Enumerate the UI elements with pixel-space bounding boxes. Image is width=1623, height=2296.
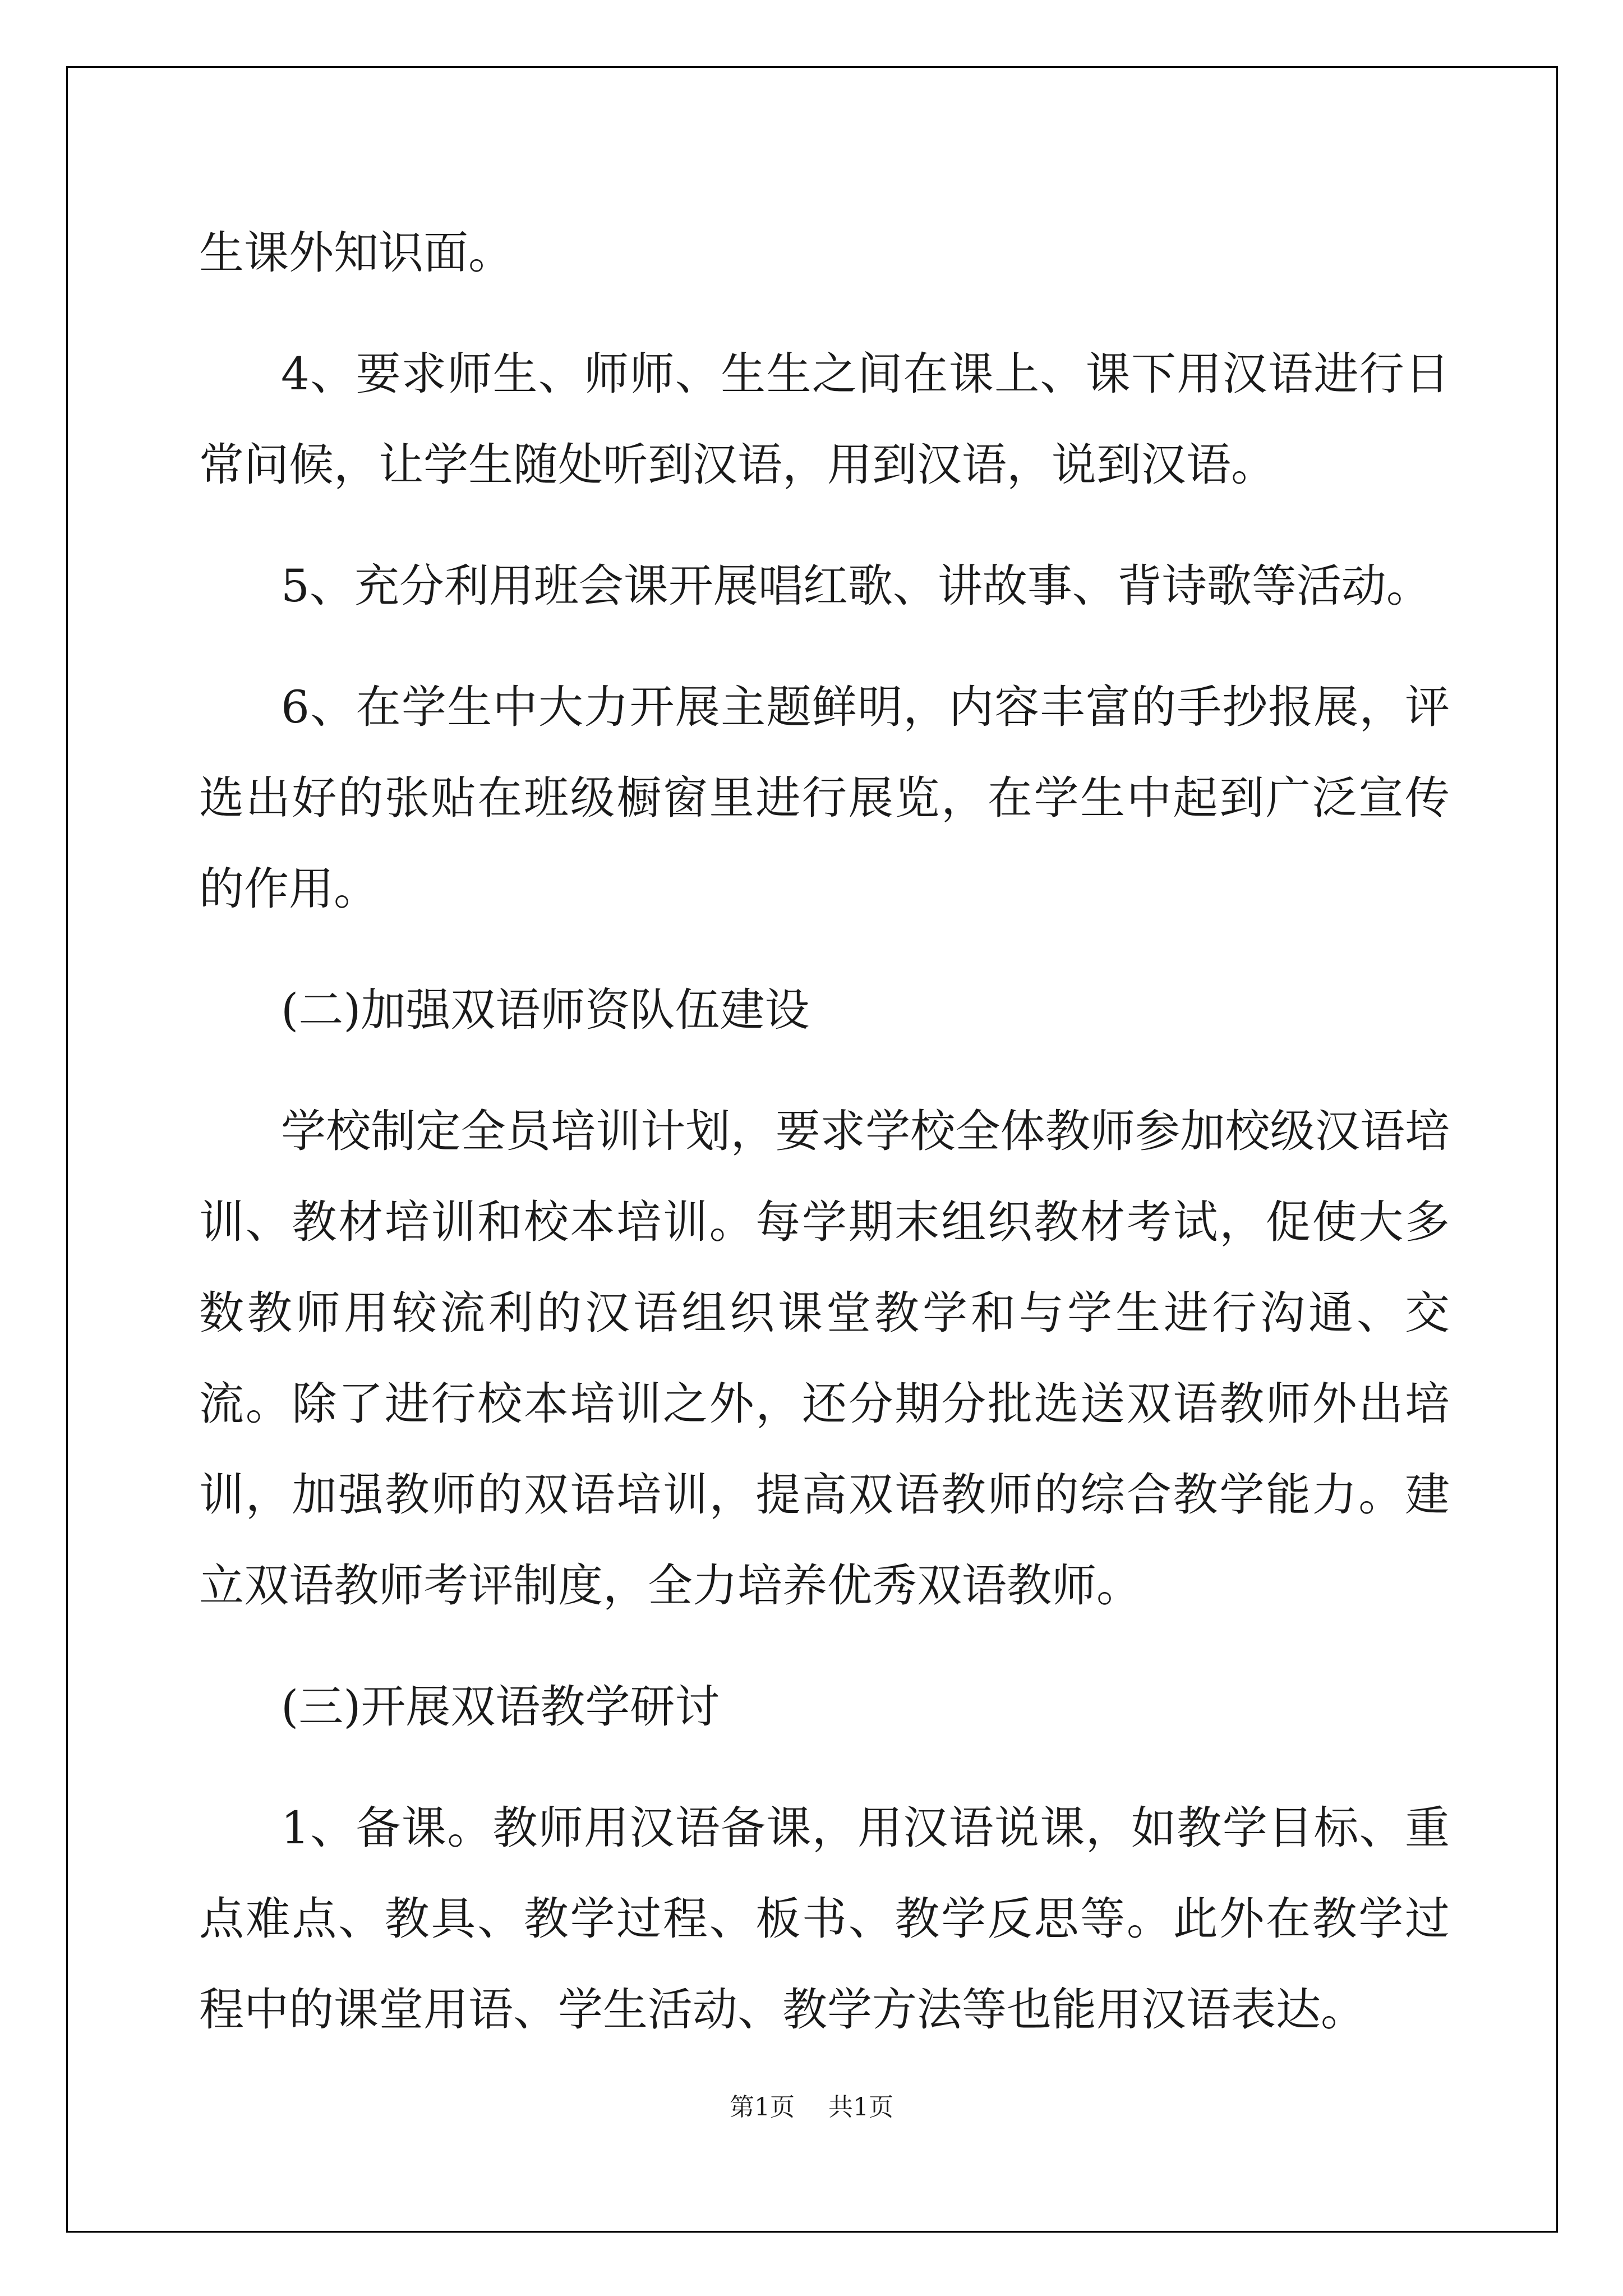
page-footer [0, 2091, 1623, 2124]
paragraph-3: 5、充分利用班会课开展唱红歌、讲故事、背诗歌等活动。 [281, 560, 1431, 612]
paragraph-5: 学校制定全员培训计划，要求学校全体教师参加校级汉语培训、教材培训和校本培训。每学期末组织教材考试，促使大多数教师用较流利的汉语组织课堂教学和与学生进行沟通、交流。除了进行校本培训之外，还分期分批选送双语教师外出培训，加强教师的双语培训，提高双语教师的综合教学能力。建立双语教师考评制度，全力培养优秀双语教师。 [199, 1105, 1450, 1612]
page-total: 共1页 [828, 2093, 893, 2122]
page-number: 第1页 [730, 2093, 795, 2122]
section-heading-2: (二)加强双语师资队伍建设 [281, 984, 810, 1036]
paragraph-6: 1、备课。教师用汉语备课，用汉语说课，如教学目标、重点难点、教具、教学过程、板书、教学反思等。此外在教学过程中的课堂用语、学生活动、教学方法等也能用汉语表达。 [199, 1802, 1450, 2036]
paragraph-4: 6、在学生中大力开展主题鲜明，内容丰富的手抄报展，评选出好的张贴在班级橱窗里进行展览，在学生中起到广泛宣传的作用。 [199, 681, 1450, 915]
section-heading-3: (三)开展双语教学研讨 [281, 1681, 720, 1733]
paragraph-1: 生课外知识面。 [199, 227, 513, 279]
document-body [199, 208, 1450, 2086]
paragraph-2: 4、要求师生、师师、生生之间在课上、课下用汉语进行日常问候，让学生随处听到汉语，用到汉语，说到汉语。 [199, 348, 1450, 491]
